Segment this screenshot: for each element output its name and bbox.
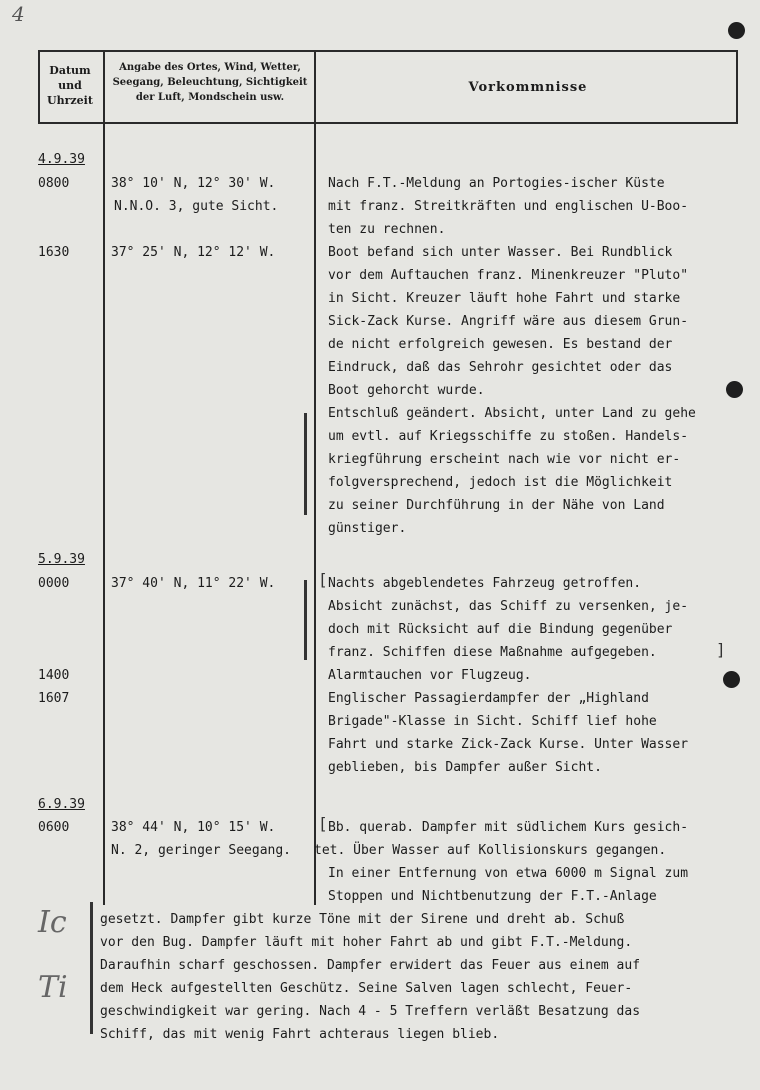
margin-note-ic: Ic xyxy=(38,905,67,940)
time-0800: 0800 xyxy=(38,176,70,191)
entry-0000-line-3: doch mit Rücksicht auf die Bindung gegenüber xyxy=(328,622,673,637)
punch-hole-middle xyxy=(726,381,743,398)
entry-1630-line-10: kriegführung erscheint nach wie vor nicht er- xyxy=(328,452,681,467)
entry-1607-line-3: Fahrt und starke Zick-Zack Kurse. Unter Wasser xyxy=(328,737,689,752)
header-location-line-2: Seegang, Beleuchtung, Sichtigkeit xyxy=(112,77,308,88)
time-1630: 1630 xyxy=(38,245,70,260)
entry-0600-wide-line-3: Daraufhin scharf geschossen. Dampfer erwidert das Feuer aus einem auf xyxy=(100,958,641,973)
header-location-weather xyxy=(106,60,314,105)
entry-1630-line-2: vor dem Auftauchen franz. Minenkreuzer "Pluto" xyxy=(328,268,689,283)
place-0800-line-1: 38° 10' N, 12° 30' W. xyxy=(111,176,276,191)
margin-mark-0000 xyxy=(304,580,307,660)
time-0000: 0000 xyxy=(38,576,70,591)
entry-0000-line-1: Nachts abgeblendetes Fahrzeug getroffen. xyxy=(328,576,642,591)
place-0000-line-1: 37° 40' N, 11° 22' W. xyxy=(111,576,276,591)
entry-1607-line-4: geblieben, bis Dampfer außer Sicht. xyxy=(328,760,602,775)
margin-mark-1630 xyxy=(304,413,307,515)
entry-0600-wide-line-4: dem Heck aufgestellten Geschütz. Seine Salven lagen schlecht, Feuer- xyxy=(100,981,633,996)
date-5-9-39: 5.9.39 xyxy=(38,552,85,567)
entry-0600-line-1: Bb. querab. Dampfer mit südlichem Kurs gesich- xyxy=(328,820,689,835)
open-bracket-0000: [ xyxy=(318,570,328,589)
open-bracket-0600: [ xyxy=(318,814,328,833)
entry-0800-line-1: Nach F.T.-Meldung an Portogies-ischer Küste xyxy=(328,176,665,191)
place-0600-line-1: 38° 44' N, 10° 15' W. xyxy=(111,820,276,835)
entry-1630-line-8: Entschluß geändert. Absicht, unter Land zu gehe xyxy=(328,406,696,421)
entry-1630-line-4: Sick-Zack Kurse. Angriff wäre aus diesem Grun- xyxy=(328,314,689,329)
header-date-line-1: Datum xyxy=(49,64,91,77)
header-location-line-1: Angabe des Ortes, Wind, Wetter, xyxy=(119,62,301,73)
time-1400: 1400 xyxy=(38,668,70,683)
page-number: 4 xyxy=(12,2,25,26)
entry-1630-line-1: Boot befand sich unter Wasser. Bei Rundblick xyxy=(328,245,673,260)
entry-0600-line-4: Stoppen und Nichtbenutzung der F.T.-Anlage xyxy=(328,889,657,904)
time-0600: 0600 xyxy=(38,820,70,835)
table-top-rule xyxy=(38,50,738,52)
margin-mark-0600 xyxy=(90,902,93,1034)
entry-0800-line-2: mit franz. Streitkräften und englischen U-Boo- xyxy=(328,199,689,214)
header-location-line-3: der Luft, Mondschein usw. xyxy=(135,92,285,103)
entry-0600-line-3: In einer Entfernung von etwa 6000 m Signal zum xyxy=(328,866,689,881)
entry-0600-line-2: tet. Über Wasser auf Kollisionskurs gegangen. xyxy=(314,843,667,858)
entry-1630-line-3: in Sicht. Kreuzer läuft hohe Fahrt und starke xyxy=(328,291,681,306)
entry-0000-line-2: Absicht zunächst, das Schiff zu versenken, je- xyxy=(328,599,689,614)
entry-1630-line-11: folgversprechend, jedoch ist die Möglichkeit xyxy=(328,475,673,490)
entry-1630-line-6: Eindruck, daß das Sehrohr gesichtet oder das xyxy=(328,360,673,375)
punch-hole-lower xyxy=(723,671,740,688)
entry-0600-wide-line-6: Schiff, das mit wenig Fahrt achteraus liegen blieb. xyxy=(100,1027,500,1042)
place-0600-line-2: N. 2, geringer Seegang. xyxy=(111,843,292,858)
header-date-line-2: und xyxy=(58,79,82,92)
date-4-9-39: 4.9.39 xyxy=(38,152,85,167)
date-column-border xyxy=(103,50,105,905)
header-date-line-3: Uhrzeit xyxy=(47,94,93,107)
close-bracket-0000: ] xyxy=(716,640,726,659)
entry-0600-wide-line-1: gesetzt. Dampfer gibt kurze Töne mit der Sirene und dreht ab. Schuß xyxy=(100,912,625,927)
entry-1630-line-7: Boot gehorcht wurde. xyxy=(328,383,485,398)
header-occurrences: Vorkommnisse xyxy=(468,80,588,95)
entry-0600-wide-line-2: vor den Bug. Dampfer läuft mit hoher Fahrt ab und gibt F.T.-Meldung. xyxy=(100,935,633,950)
entry-0600-wide-line-5: geschwindigkeit war gering. Nach 4 - 5 Treffern verläßt Besatzung das xyxy=(100,1004,641,1019)
entry-1630-line-9: um evtl. auf Kriegsschiffe zu stoßen. Handels- xyxy=(328,429,689,444)
entry-1607-line-1: Englischer Passagierdampfer der „Highland xyxy=(328,691,649,706)
punch-hole-top xyxy=(728,22,745,39)
place-column-border xyxy=(314,50,316,905)
entry-1630-line-12: zu seiner Durchführung in der Nähe von Land xyxy=(328,498,665,513)
place-1630-line-1: 37° 25' N, 12° 12' W. xyxy=(111,245,276,260)
entry-0000-line-4: franz. Schiffen diese Maßnahme aufgegeben. xyxy=(328,645,657,660)
entry-1630-line-13: günstiger. xyxy=(328,521,407,536)
date-6-9-39: 6.9.39 xyxy=(38,797,85,812)
entry-1400-line-1: Alarmtauchen vor Flugzeug. xyxy=(328,668,532,683)
margin-note-ti: Ti xyxy=(38,970,68,1005)
entry-1607-line-2: Brigade"-Klasse in Sicht. Schiff lief hohe xyxy=(328,714,657,729)
entry-0800-line-3: ten zu rechnen. xyxy=(328,222,446,237)
time-1607: 1607 xyxy=(38,691,70,706)
header-date-time xyxy=(38,63,102,108)
entry-1630-line-5: de nicht erfolgreich gewesen. Es bestand der xyxy=(328,337,673,352)
place-0800-line-2: N.N.O. 3, gute Sicht. xyxy=(114,199,279,214)
header-bottom-rule xyxy=(38,122,738,124)
